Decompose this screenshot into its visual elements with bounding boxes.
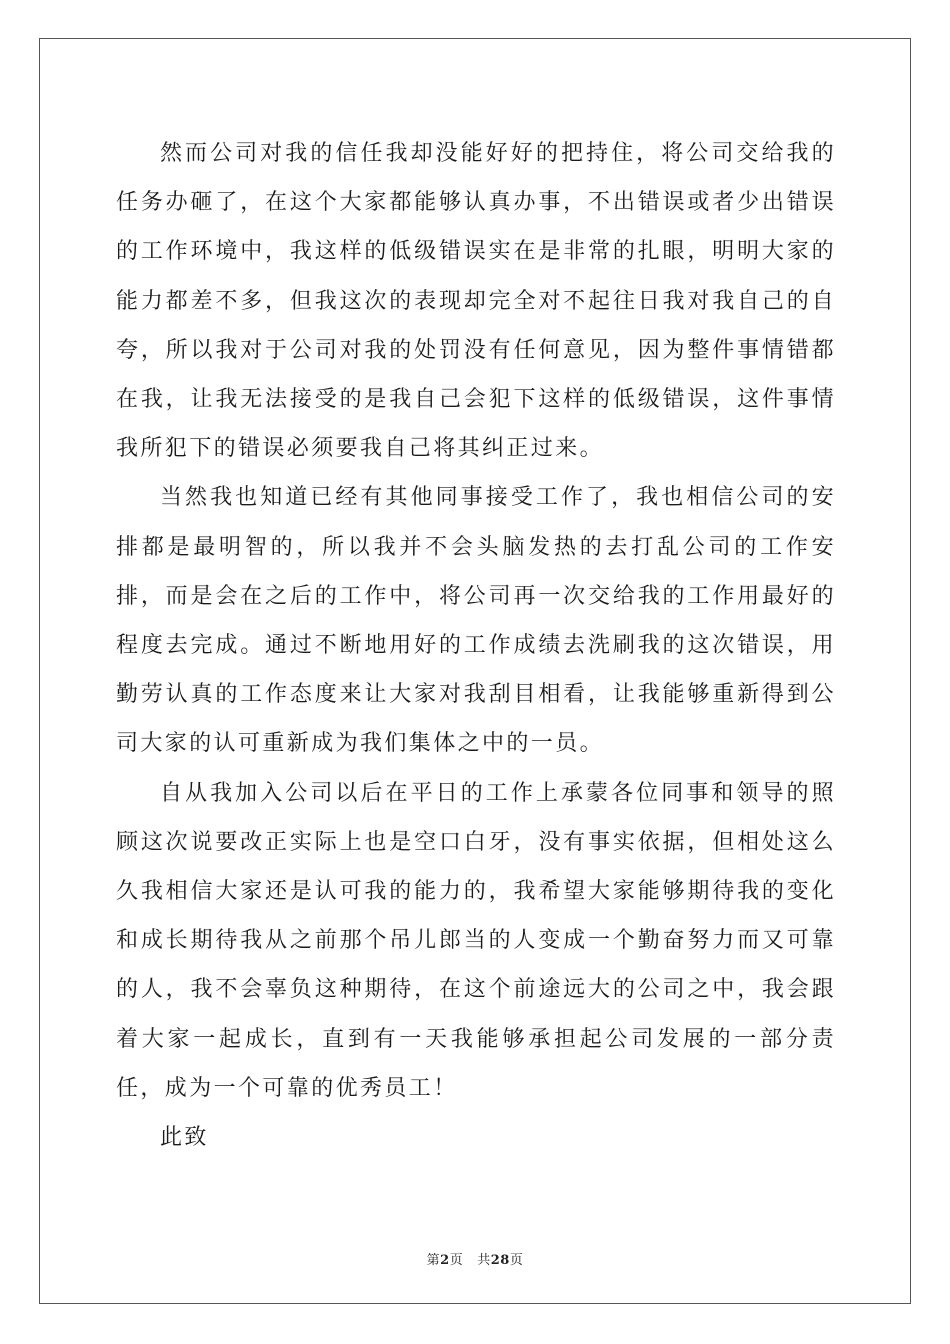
page-number: 2 [440,1253,450,1268]
paragraph-expectation: 自从我加入公司以后在平日的工作上承蒙各位同事和领导的照顾这次说要改正实际上也是空口白牙，没有事实依据，但相处这么久我相信大家还是认可我的能力的，我希望大家能够期待我的变化和成长期待我从之前那个吊儿郎当的人变成一个勤奋努力而又可靠的人，我不会辜负这种期待，在这个前途远大的公司之中，我会跟着大家一起成长，直到有一天我能够承担起公司发展的一部分责任，成为一个可靠的优秀员工！ [116,780,836,1101]
total-prefix: 共 [477,1253,491,1268]
total-suffix: 页 [509,1253,524,1268]
paragraph-apology: 然而公司对我的信任我却没能好好的把持住，将公司交给我的任务办砸了，在这个大家都能够认真办事，不出错误或者少出错误的工作环境中，我这样的低级错误实在是非常的扎眼，明明大家的能力都差不多，但我这次的表现却完全对不起往日我对我自己的自夸，所以我对于公司对我的处罚没有任何意见，因为整件事情错都在我，让我无法接受的是我自己会犯下这样的低级错误，这件事情我所犯下的错误必须要我自己将其纠正过来。 [116,141,836,462]
document-body [116,129,836,1162]
paragraph-commitment: 当然我也知道已经有其他同事接受工作了，我也相信公司的安排都是最明智的，所以我并不会头脑发热的去打乱公司的工作安排，而是会在之后的工作中，将公司再一次交给我的工作用最好的程度去完成。通过不断地用好的工作成绩去洗刷我的这次错误，用勤劳认真的工作态度来让大家对我刮目相看，让我能够重新得到公司大家的认可重新成为我们集体之中的一员。 [116,485,836,757]
total-pages: 28 [490,1253,510,1268]
closing-salutation: 此致 [160,1125,209,1151]
page-suffix: 页 [449,1253,464,1268]
page-footer [0,1249,950,1268]
page-prefix: 第 [426,1253,441,1268]
